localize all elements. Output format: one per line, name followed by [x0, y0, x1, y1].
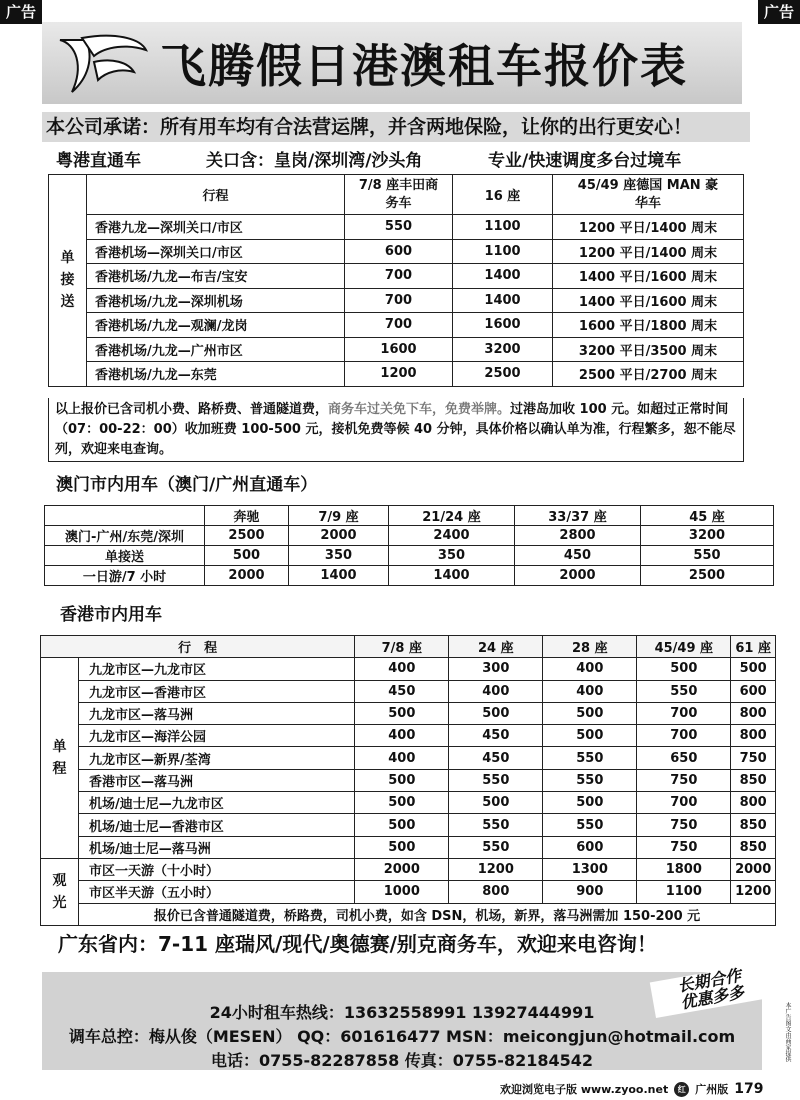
section-cross-border-header [56, 146, 746, 172]
table-row: 机场/迪士尼—九龙市区 500 500 500 700 800 [41, 792, 776, 814]
table-row: 香港机场—深圳关口/市区 600 1100 1200 平日/1400 周末 [49, 239, 744, 264]
dispatch-text: 调车总控：梅从俊（MESEN） QQ：601616477 MSN：meicongjun@hotmail.com [68, 1027, 736, 1046]
guangdong-notice: 广东省内：7-11 座瑞风/现代/奥德赛/别克商务车，欢迎来电咨询！ [58, 932, 657, 956]
section-macau-title: 澳门市内用车（澳门/广州直通车） [56, 475, 318, 495]
col-header-16-seat: 16 座 [453, 175, 553, 215]
section-cross-border-title: 粤港直通车 [56, 151, 141, 171]
table-note-row [41, 903, 776, 925]
vertical-disclaimer: 本广告图文由商家提供 [784, 1002, 791, 1062]
table-header-row: 行 程 7/8 座 24 座 28 座 45/49 座 61 座 [41, 636, 776, 658]
table-row: 香港市区—落马洲 500 550 550 750 850 [41, 769, 776, 791]
col-header-route: 行程 [87, 175, 345, 215]
side-label-single: 单程 [41, 658, 79, 859]
table-row: 九龙市区—海洋公园 400 450 500 700 800 [41, 725, 776, 747]
table-row: 观光 市区一天游（十小时） 2000 1200 1300 1800 2000 [41, 858, 776, 880]
footer-edition: 广州版 [695, 1083, 729, 1096]
table-row: 香港机场/九龙—布吉/宝安 700 1400 1400 平日/1600 周末 [49, 264, 744, 289]
page-number: 179 [734, 1081, 764, 1097]
table-row: 澳门-广州/东莞/深圳 2500 2000 2400 2800 3200 [45, 526, 774, 546]
hotline-text: 24小时租车热线：13632558991 13927444991 [209, 1003, 595, 1022]
table-row: 单接送 500 350 350 450 550 [45, 546, 774, 566]
table-row: 九龙市区—新界/荃湾 400 450 550 650 750 [41, 747, 776, 769]
section-ports: 关口含：皇岗/深圳湾/沙头角 [206, 151, 423, 171]
side-label-single-trip: 单接送 [49, 175, 87, 387]
cross-border-note: 以上报价已含司机小费、路桥费、普通隧道费，商务车过关免下车，免费举牌。过港岛加收 100 元。如超过正常时间（07：00-22：00）收加班费 100-500 元，接机免费等候 40 分钟，具体价格以确认单为准，行程繁多，恕不能尽列，欢迎来电查询。 [48, 398, 744, 462]
company-promise: 本公司承诺：所有用车均有合法营运牌，并含两地保险，让你的出行更安心！ [42, 112, 750, 142]
table-row: 机场/迪士尼—香港市区 500 550 550 750 850 [41, 814, 776, 836]
table-row: 九龙市区—落马洲 500 500 500 700 800 [41, 702, 776, 724]
table-row: 香港机场/九龙—东莞 1200 2500 2500 平日/2700 周末 [49, 362, 744, 387]
table-row: 香港机场/九龙—广州市区 1600 3200 3200 平日/3500 周末 [49, 337, 744, 362]
section-service: 专业/快速调度多台过境车 [488, 151, 682, 171]
side-label-tour: 观光 [41, 858, 79, 925]
page-footer [500, 1080, 796, 1098]
hong-kong-note: 报价已含普通隧道费，桥路费，司机小费，如含 DSN，机场，新界，落马洲需加 150-200 元 [79, 903, 776, 925]
table-row: 香港九龙—深圳关口/市区 550 1100 1200 平日/1400 周末 [49, 215, 744, 240]
ad-label-right: 广告 [758, 0, 800, 24]
table-row: 香港机场/九龙—观澜/龙岗 700 1600 1600 平日/1800 周末 [49, 313, 744, 338]
table-row: 市区半天游（五小时） 1000 800 900 1100 1200 [41, 881, 776, 903]
table-row: 单程 九龙市区—九龙市区 400 300 400 500 500 [41, 658, 776, 680]
table-row: 九龙市区—香港市区 450 400 400 550 600 [41, 680, 776, 702]
footer-website: 欢迎浏览电子版 www.zyoo.net [500, 1083, 669, 1096]
edition-circle-icon: 红 [674, 1082, 689, 1097]
phone-fax-text: 电话：0755-82287858 传真：0755-82184542 [210, 1051, 594, 1070]
table-row: 机场/迪士尼—落马洲 500 550 600 750 850 [41, 836, 776, 858]
page-title: 飞腾假日港澳租车报价表 [160, 39, 688, 93]
section-hong-kong-title: 香港市内用车 [60, 605, 162, 625]
col-header-7-8-seat: 7/8 座丰田商务车 [345, 175, 453, 215]
title-banner [42, 22, 742, 104]
long-term-badge: 长期合作 优惠多多 [650, 962, 772, 1018]
ad-label-left: 广告 [0, 0, 42, 24]
hong-kong-price-table [40, 635, 776, 926]
table-row: 香港机场/九龙—深圳机场 700 1400 1400 平日/1600 周末 [49, 288, 744, 313]
macau-price-table [44, 505, 774, 586]
table-row: 一日游/7 小时 2000 1400 1400 2000 2500 [45, 566, 774, 586]
company-logo-icon [42, 22, 152, 104]
table-header-row: 奔驰 7/9 座 21/24 座 33/37 座 45 座 [45, 506, 774, 526]
note-highlight: 商务车过关免下车，免费举牌。 [328, 402, 511, 417]
cross-border-price-table [48, 174, 744, 387]
col-header-45-49-seat: 45/49 座德国 MAN 豪华车 [553, 175, 744, 215]
